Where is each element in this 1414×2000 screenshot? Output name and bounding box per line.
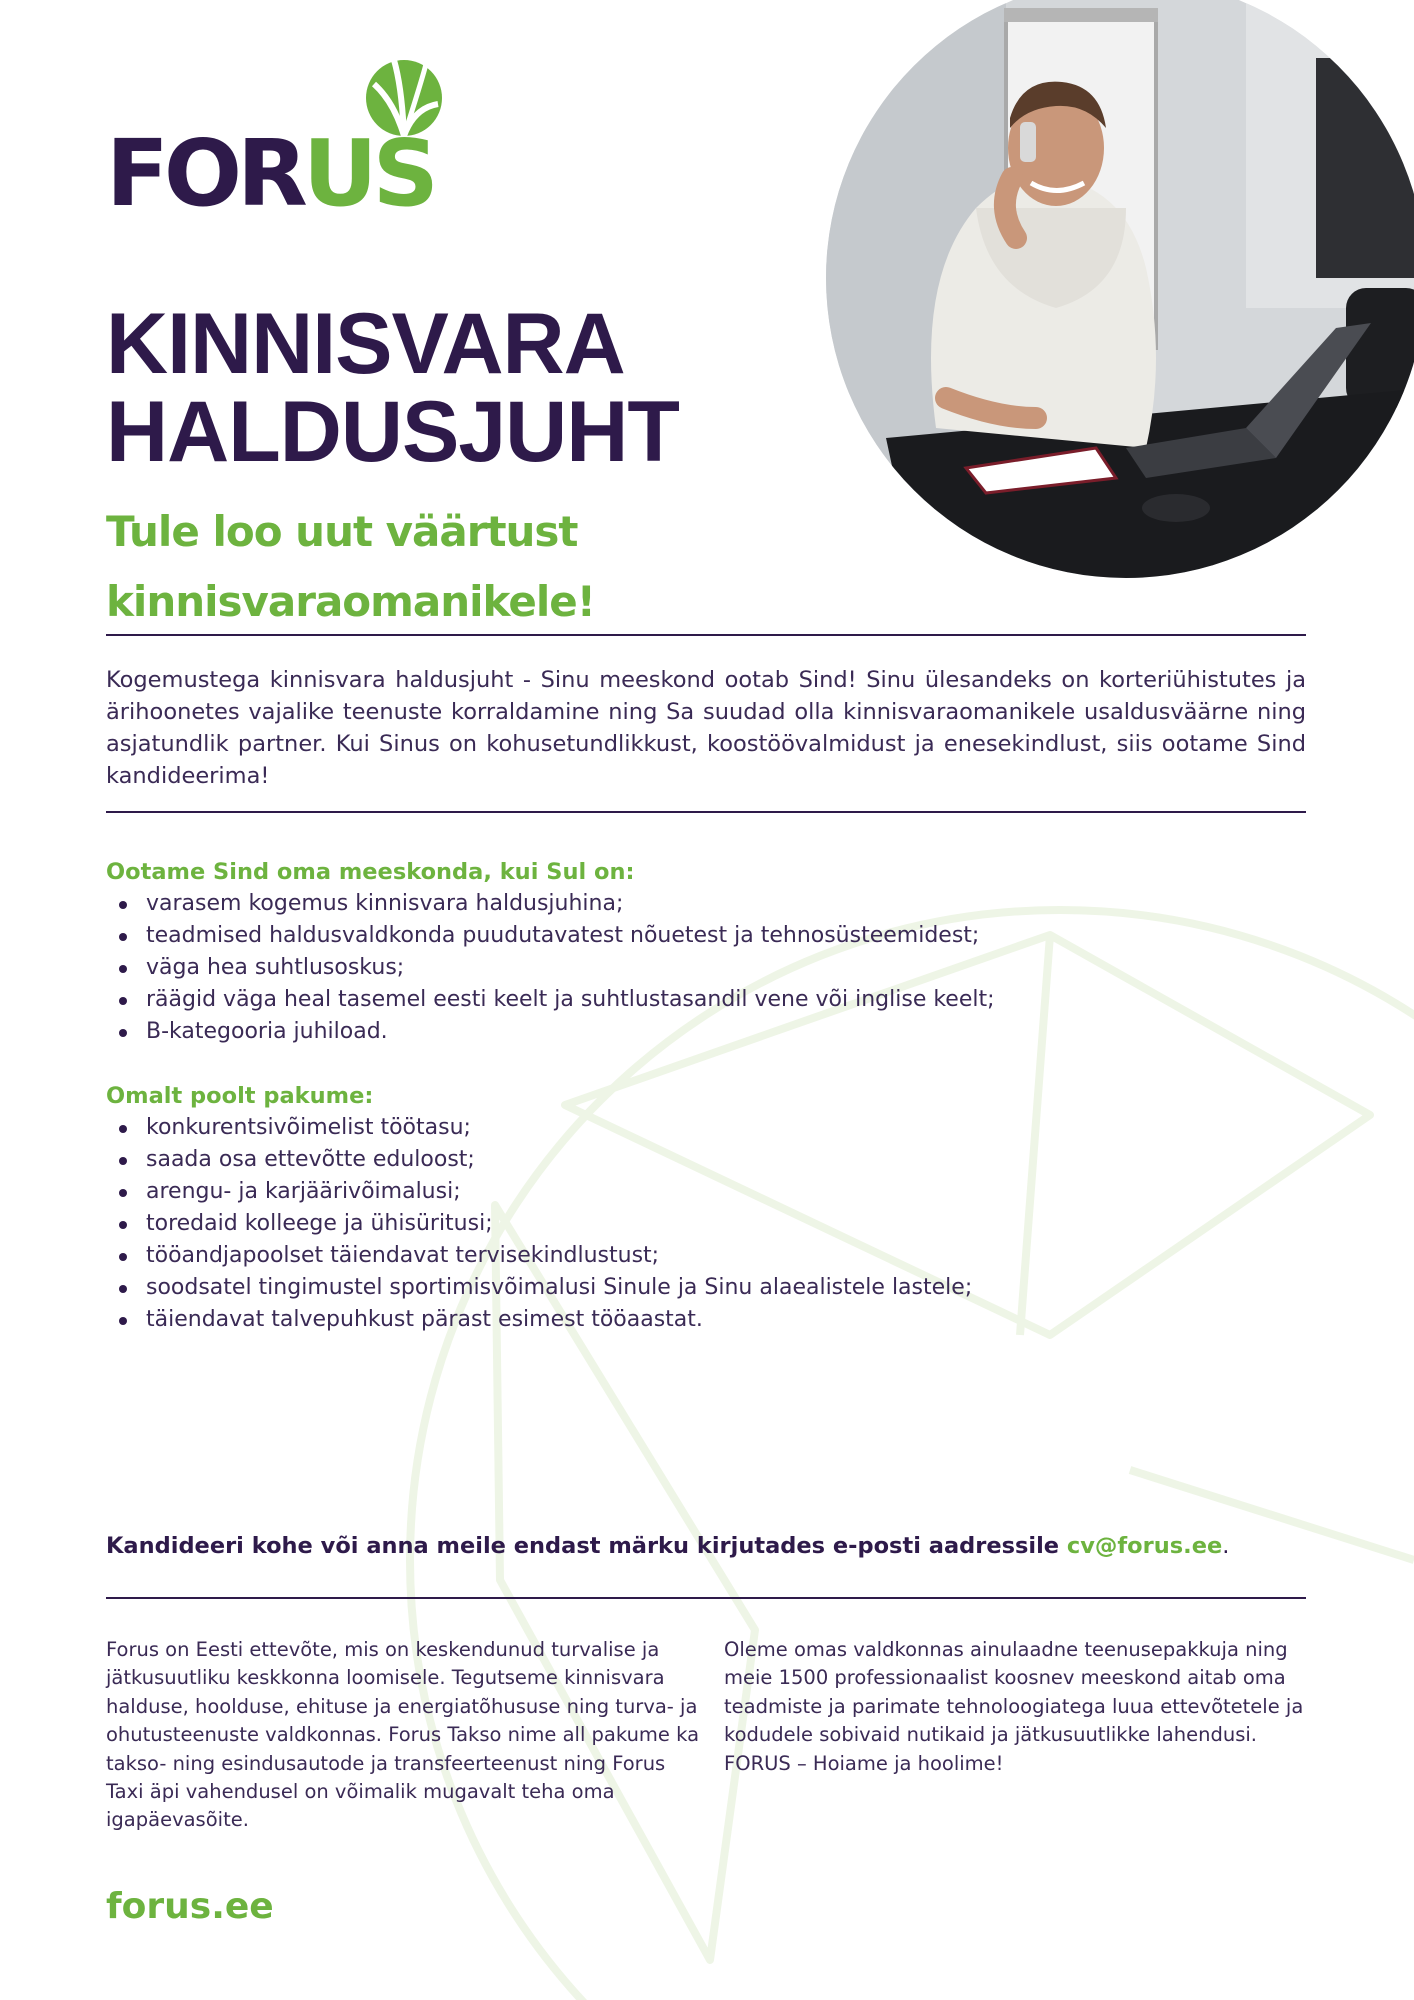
list-item: väga hea suhtlusoskus; bbox=[106, 952, 995, 984]
requirements-list bbox=[106, 888, 995, 1048]
cta-text: Kandideeri kohe või anna meile endast märku kirjutades e-posti aadressile bbox=[106, 1533, 1067, 1559]
apply-call-to-action bbox=[106, 1530, 1229, 1562]
list-item: varasem kogemus kinnisvara haldusjuhina; bbox=[106, 888, 995, 920]
title-line-2: HALDUSJUHT bbox=[106, 384, 679, 480]
subtitle-line-1: Tule loo uut väärtust bbox=[106, 507, 578, 556]
list-item: saada osa ettevõtte eduloost; bbox=[106, 1144, 972, 1176]
divider bbox=[106, 1597, 1306, 1599]
list-item: arengu- ja karjäärivõimalusi; bbox=[106, 1176, 972, 1208]
list-item: tööandjapoolset täiendavat tervisekindlustust; bbox=[106, 1240, 972, 1272]
page-subtitle bbox=[106, 497, 666, 637]
title-line-1: KINNISVARA bbox=[106, 296, 625, 392]
intro-paragraph: Kogemustega kinnisvara haldusjuht - Sinu meeskond ootab Sind! Sinu ülesandeks on korteriühistutes ja ärihoonetes vajalike teenuste korraldamine ning Sa suudad olla kinnisvaraomanikele usaldusväärne ning asjatundlik partner. Kui Sinus on kohusetundlikkust, koostöövalmidust ja enesekindlust, siis ootame Sind kandideerima! bbox=[106, 667, 1306, 789]
subtitle-line-2: kinnisvaraomanikele! bbox=[106, 577, 595, 626]
offer-list bbox=[106, 1112, 972, 1336]
offer-heading: Omalt poolt pakume: bbox=[106, 1083, 374, 1109]
cta-end: . bbox=[1222, 1533, 1230, 1559]
list-item: räägid väga heal tasemel eesti keelt ja suhtlustasandil vene või inglise keelt; bbox=[106, 984, 995, 1016]
hero-photo bbox=[826, 0, 1414, 578]
divider bbox=[106, 634, 1306, 636]
list-item: soodsatel tingimustel sportimisvõimalusi Sinule ja Sinu alaealistele lastele; bbox=[106, 1272, 972, 1304]
list-item: B-kategooria juhiload. bbox=[106, 1016, 995, 1048]
forus-logo bbox=[106, 58, 446, 227]
list-item: konkurentsivõimelist töötasu; bbox=[106, 1112, 972, 1144]
man-on-phone-illustration bbox=[826, 0, 1414, 578]
page-title bbox=[106, 296, 679, 480]
list-item: teadmised haldusvaldkonda puudutavatest nõuetest ja tehnosüsteemidest; bbox=[106, 920, 995, 952]
about-company-left: Forus on Eesti ettevõte, mis on keskendunud turvalise ja jätkusuutliku keskkonna loomisele. Tegutseme kinnisvara halduse, hoolduse, ehituse ja energiatõhususe ning turva- ja ohutusteenuste valdkonnas. Forus Takso nime all pakume ka takso- ning esindusautode ja transfeerteenust ning Forus Taxi äpi vahendusel on võimalik mugavalt teha oma igapäevasõite. bbox=[106, 1638, 700, 1832]
list-item: toredaid kolleege ja ühisüritusi; bbox=[106, 1208, 972, 1240]
email-link[interactable]: cv@forus.ee bbox=[1066, 1533, 1223, 1559]
requirements-heading: Ootame Sind oma meeskonda, kui Sul on: bbox=[106, 859, 635, 885]
website-link[interactable]: forus.ee bbox=[106, 1886, 274, 1927]
divider bbox=[106, 811, 1306, 813]
about-company-right: Oleme omas valdkonnas ainulaadne teenusepakkuja ning meie 1500 professionaalist koosnev meeskond aitab oma teadmiste ja parimate tehnoloogiatega luua ettevõtetele ja kodudele sobivaid nutikaid ja jätkusuutlikke lahendusi. FORUS – Hoiame ja hoolime! bbox=[724, 1638, 1304, 1775]
list-item: täiendavat talvepuhkust pärast esimest tööaastat. bbox=[106, 1304, 972, 1336]
logo-wordmark: FORUS bbox=[106, 120, 434, 227]
